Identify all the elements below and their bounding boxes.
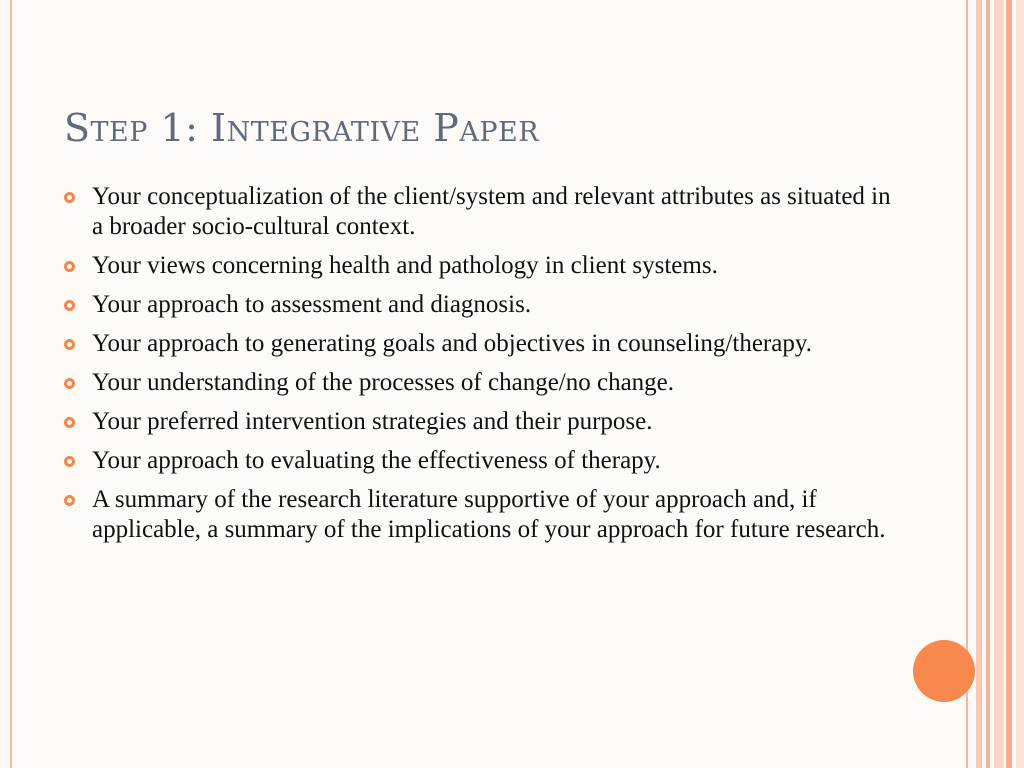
bullet-circle-icon <box>64 300 75 311</box>
bullet-text: Your approach to generating goals and objectives in counseling/therapy. <box>92 330 812 357</box>
stripe <box>986 0 990 768</box>
bullet-item <box>64 290 894 320</box>
bullet-circle-icon <box>64 339 75 350</box>
bullet-item <box>64 251 894 281</box>
slide-title: Step 1: Integrative Paper <box>64 106 540 150</box>
bullet-item <box>64 368 894 398</box>
bullet-text: A summary of the research literature supportive of your approach and, if applicable, a summary of the implications of your approach for future research. <box>92 486 886 543</box>
stripe <box>1016 0 1024 768</box>
stripe <box>1006 0 1012 768</box>
bullet-text: Your approach to evaluating the effectiveness of therapy. <box>92 447 661 474</box>
bullet-circle-icon <box>64 192 75 203</box>
bullet-text: Your conceptualization of the client/system and relevant attributes as situated in a broader socio-cultural context. <box>92 183 891 240</box>
bullet-text: Your preferred intervention strategies and their purpose. <box>92 408 653 435</box>
bullet-text: Your views concerning health and pathology in client systems. <box>92 252 718 279</box>
bullet-circle-icon <box>64 456 75 467</box>
bullet-circle-icon <box>64 417 75 428</box>
stripe <box>994 0 1004 768</box>
orange-circle-decoration <box>913 640 975 702</box>
bullet-circle-icon <box>64 261 75 272</box>
bullet-item <box>64 329 894 359</box>
decorative-stripes <box>976 0 1024 768</box>
bullet-list <box>64 182 894 554</box>
stripe <box>976 0 982 768</box>
bullet-item <box>64 485 894 545</box>
bullet-text: Your understanding of the processes of change/no change. <box>92 369 675 396</box>
bullet-item <box>64 182 894 242</box>
bullet-circle-icon <box>64 495 75 506</box>
bullet-item <box>64 446 894 476</box>
bullet-circle-icon <box>64 378 75 389</box>
bullet-text: Your approach to assessment and diagnosis. <box>92 291 532 318</box>
bullet-item <box>64 407 894 437</box>
